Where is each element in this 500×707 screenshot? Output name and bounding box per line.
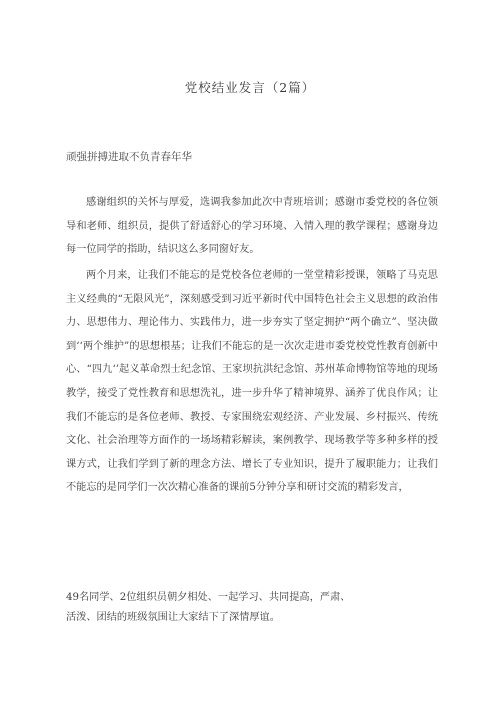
paragraph-2: 两个月来，让我们不能忘的是党校各位老师的一堂堂精彩授课，领略了马克思主义经典的“无限风光”，深刻感受到习近平新时代中国特色社会主义思想的政治伟力、思想伟力、理论伟力、实践伟力，进一步夯实了坚定拥护“两个确立”、坚决做到‘‘两个维护”的思想根基；让我们不能忘的是一次次走进市委党校党性教育创新中心、“四九‘’起义革命烈士纪念馆、王家坝抗洪纪念馆、苏州革命博物馆等地的现场教学，接受了党性教育和思想洗礼，进一步升华了精神境界、涵养了优良作风；让我们不能忘的是各位老师、教授、专家围绕宏观经济、产业发展、乡村振兴、传统文化、社会治理等方面作的一场场精彩解读，案例教学、现场教学等多种多样的授课方式，让我们学到了新的理念方法、增长了专业知识，提升了履职能力；让我们不能忘的是同学们一次次精心准备的课前5分钟分享和研讨交流的精彩发言，: [66, 270, 438, 494]
closing-line-1: 49名同学、2位组织员朝夕相处、一起学习、共同提高，严肃、: [66, 592, 351, 603]
closing-line-2: 活泼、团结的班级氛围让大家结下了深情厚谊。: [66, 612, 280, 623]
document-title: 党校结业发言（2篇）: [184, 80, 316, 95]
document-subtitle: 顽强拼搏进取不负青春年华: [66, 151, 192, 163]
paragraph-1: 感谢组织的关怀与厚爱，选调我参加此次中青班培训；感谢市委党校的各位领导和老师、组织员，提供了舒适舒心的学习环境、入情入理的教学课程；感谢身边每一位同学的指助，结识这么多同窗好友。: [66, 197, 438, 256]
